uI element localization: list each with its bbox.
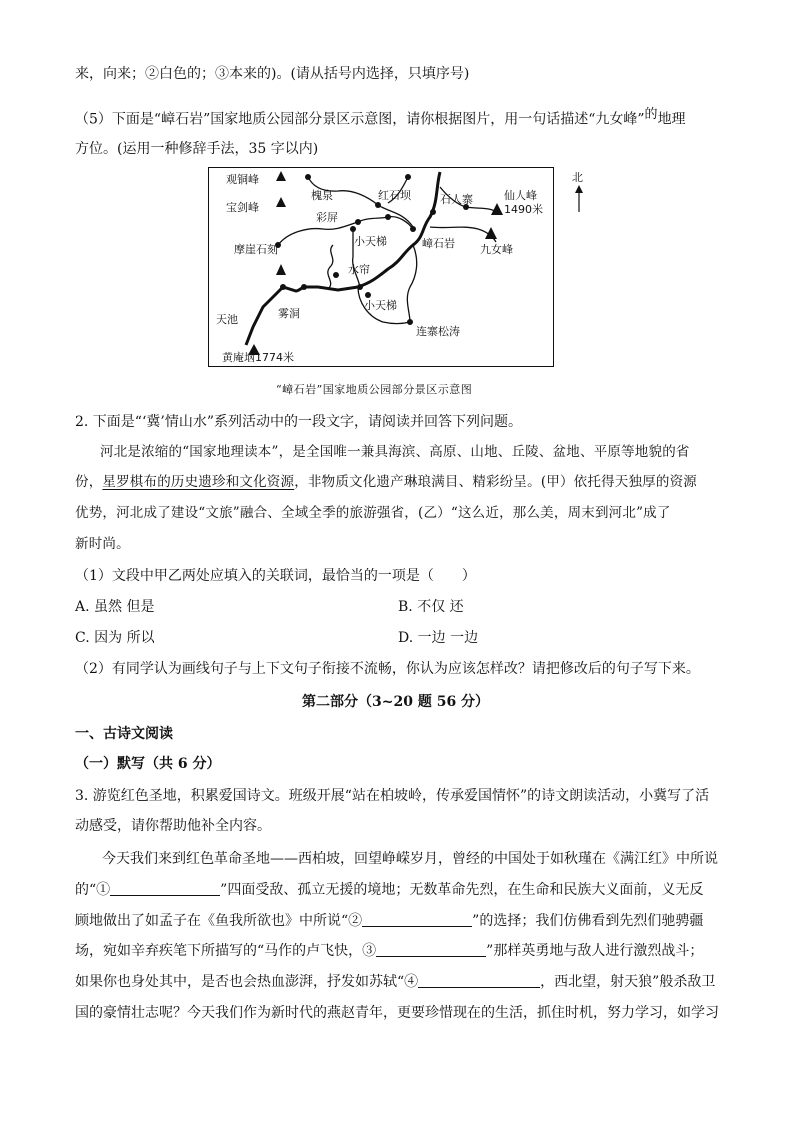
text-line-3-start: 顾地做出了如孟子在《鱼我所欲也》中所说“② bbox=[75, 913, 363, 929]
label-xiaotianti-1: 小天梯 bbox=[354, 235, 387, 248]
question-2-1: （1）文段中甲乙两处应填入的关联词，最恰当的一项是（ ） bbox=[75, 568, 476, 584]
section-one-heading: 一、古诗文阅读 bbox=[75, 726, 173, 742]
blank-4[interactable] bbox=[418, 973, 540, 988]
label-shirenzhai: 石人寨 bbox=[440, 193, 473, 206]
label-lianzhaisongtao: 连寨松涛 bbox=[416, 325, 460, 338]
text-line-5-start: 如果你也身处其中，是否也会热血澎湃，抒发如苏轼“④ bbox=[75, 974, 419, 990]
label-tianchi: 天池 bbox=[216, 313, 238, 326]
question-5-sup: 的 bbox=[644, 107, 658, 122]
subsection-heading: （一）默写（共 6 分） bbox=[75, 756, 221, 772]
scenic-area-map bbox=[208, 167, 598, 369]
text-line-2-start: 的“① bbox=[75, 882, 111, 898]
question-5-text-end: 地理 bbox=[657, 111, 686, 128]
question-2-2: （2）有同学认为画线句子与上下文句子衔接不流畅，你认为应该怎样改？请把修改后的句子写下来。 bbox=[75, 661, 700, 677]
label-huaiquan: 槐泉 bbox=[311, 189, 333, 202]
question-5-text: （5）下面是“嶂石岩”国家地质公园部分景区示意图，请你根据图片，用一句话描述“九女峰” bbox=[75, 111, 645, 128]
label-jiunvfeng: 九女峰 bbox=[480, 243, 513, 256]
label-xianrenfeng-alt: 1490米 bbox=[504, 203, 543, 216]
part-two-heading: 第二部分（3~20 题 56 分） bbox=[302, 694, 490, 710]
text-line-6: 国的豪情壮志呢？今天我们作为新时代的燕赵青年，更要珍惜现在的生活，抓住时机，努力学习，如学习 bbox=[75, 1005, 719, 1021]
option-d: D. 一边 一边 bbox=[398, 630, 479, 646]
option-a: A. 虽然 但是 bbox=[75, 599, 155, 615]
blank-1[interactable] bbox=[110, 881, 220, 896]
passage-line-2-end: ，非物质文化遗产琳琅满目、精彩纷呈。(甲）依托得天独厚的资源 bbox=[294, 474, 697, 490]
text-line-1: 今天我们来到红色革命圣地——西柏坡，回望峥嵘岁月，曾经的中国处于如秋瑾在《满江红》中所说 bbox=[102, 851, 718, 867]
text-line-4 bbox=[75, 941, 703, 961]
passage-line-4: 新时尚。 bbox=[75, 536, 130, 552]
passage-line-2-start: 份， bbox=[75, 474, 103, 490]
text-line-5 bbox=[75, 972, 715, 992]
label-hongshiba: 红石坝 bbox=[378, 189, 411, 202]
question-2: 2. 下面是“‘冀’情山水”系列活动中的一段文字，请阅读并回答下列问题。 bbox=[75, 414, 523, 430]
blank-2[interactable] bbox=[362, 912, 472, 927]
option-c: C. 因为 所以 bbox=[75, 630, 155, 646]
label-baojianfeng: 宝剑峰 bbox=[226, 201, 259, 214]
underlined-sentence: 星罗棋布的历史遗珍和文化资源 bbox=[102, 474, 295, 490]
question-5 bbox=[75, 105, 686, 130]
blank-3[interactable] bbox=[376, 942, 486, 957]
text-line-2 bbox=[75, 880, 703, 900]
label-shuilian: 水帘 bbox=[348, 263, 370, 276]
north-label: 北 bbox=[572, 171, 583, 184]
question-3-line-2: 动感受，请你帮助他补全内容。 bbox=[75, 818, 271, 834]
passage-line-1: 河北是浓缩的“国家地理读本”，是全国唯一兼具海滨、高原、山地、丘陵、盆地、平原等地貌的省 bbox=[100, 444, 690, 460]
text-line-3-end: ”的选择；我们仿佛看到先烈们驰骋疆 bbox=[472, 913, 704, 929]
north-arrow-head bbox=[575, 185, 583, 193]
map-caption: “嶂石岩”国家地质公园部分景区示意图 bbox=[276, 383, 473, 396]
question-3-line-1: 3. 游览红色圣地，积累爱国诗文。班级开展“站在柏坡岭，传承爱国情怀”的诗文朗读活动，小冀写了活 bbox=[75, 788, 710, 804]
option-b: B. 不仅 还 bbox=[398, 599, 464, 615]
text-line-4-end: ”那样英勇地与敌人进行激烈战斗； bbox=[486, 943, 704, 959]
passage-line-2 bbox=[75, 472, 697, 492]
label-caiping: 彩屏 bbox=[316, 211, 338, 224]
question-5-line-2: 方位。(运用一种修辞手法，35 字以内) bbox=[75, 141, 319, 157]
label-moyashike: 摩崖石刻 bbox=[234, 243, 278, 256]
label-guantongfeng: 观铜峰 bbox=[226, 173, 259, 186]
line-1: 来，向来；②白色的；③本来的)。(请从括号内选择，只填序号) bbox=[75, 66, 470, 82]
passage-line-3: 优势，河北成了建设“文旅”融合、全域全季的旅游强省，(乙）“这么近，那么美，周末到河北”成了 bbox=[75, 505, 671, 521]
label-huangangdun: 黄庵垴1774米 bbox=[222, 351, 294, 364]
label-xianrenfeng: 仙人峰 bbox=[504, 189, 537, 202]
label-zhangshiyan: 嶂石岩 bbox=[422, 237, 455, 250]
text-line-5-end: ，西北望，射天狼”般杀敌卫 bbox=[540, 974, 716, 990]
text-line-2-end: ”四面受敌、孤立无援的境地；无数革命先烈，在生命和民族大义面前，义无反 bbox=[220, 882, 704, 898]
text-line-3 bbox=[75, 911, 703, 931]
label-wudong: 雾洞 bbox=[278, 307, 300, 320]
text-line-4-start: 场，宛如辛弃疾笔下所描写的“马作的卢飞快，③ bbox=[75, 943, 377, 959]
label-xiaotianti-2: 小天梯 bbox=[364, 299, 397, 312]
